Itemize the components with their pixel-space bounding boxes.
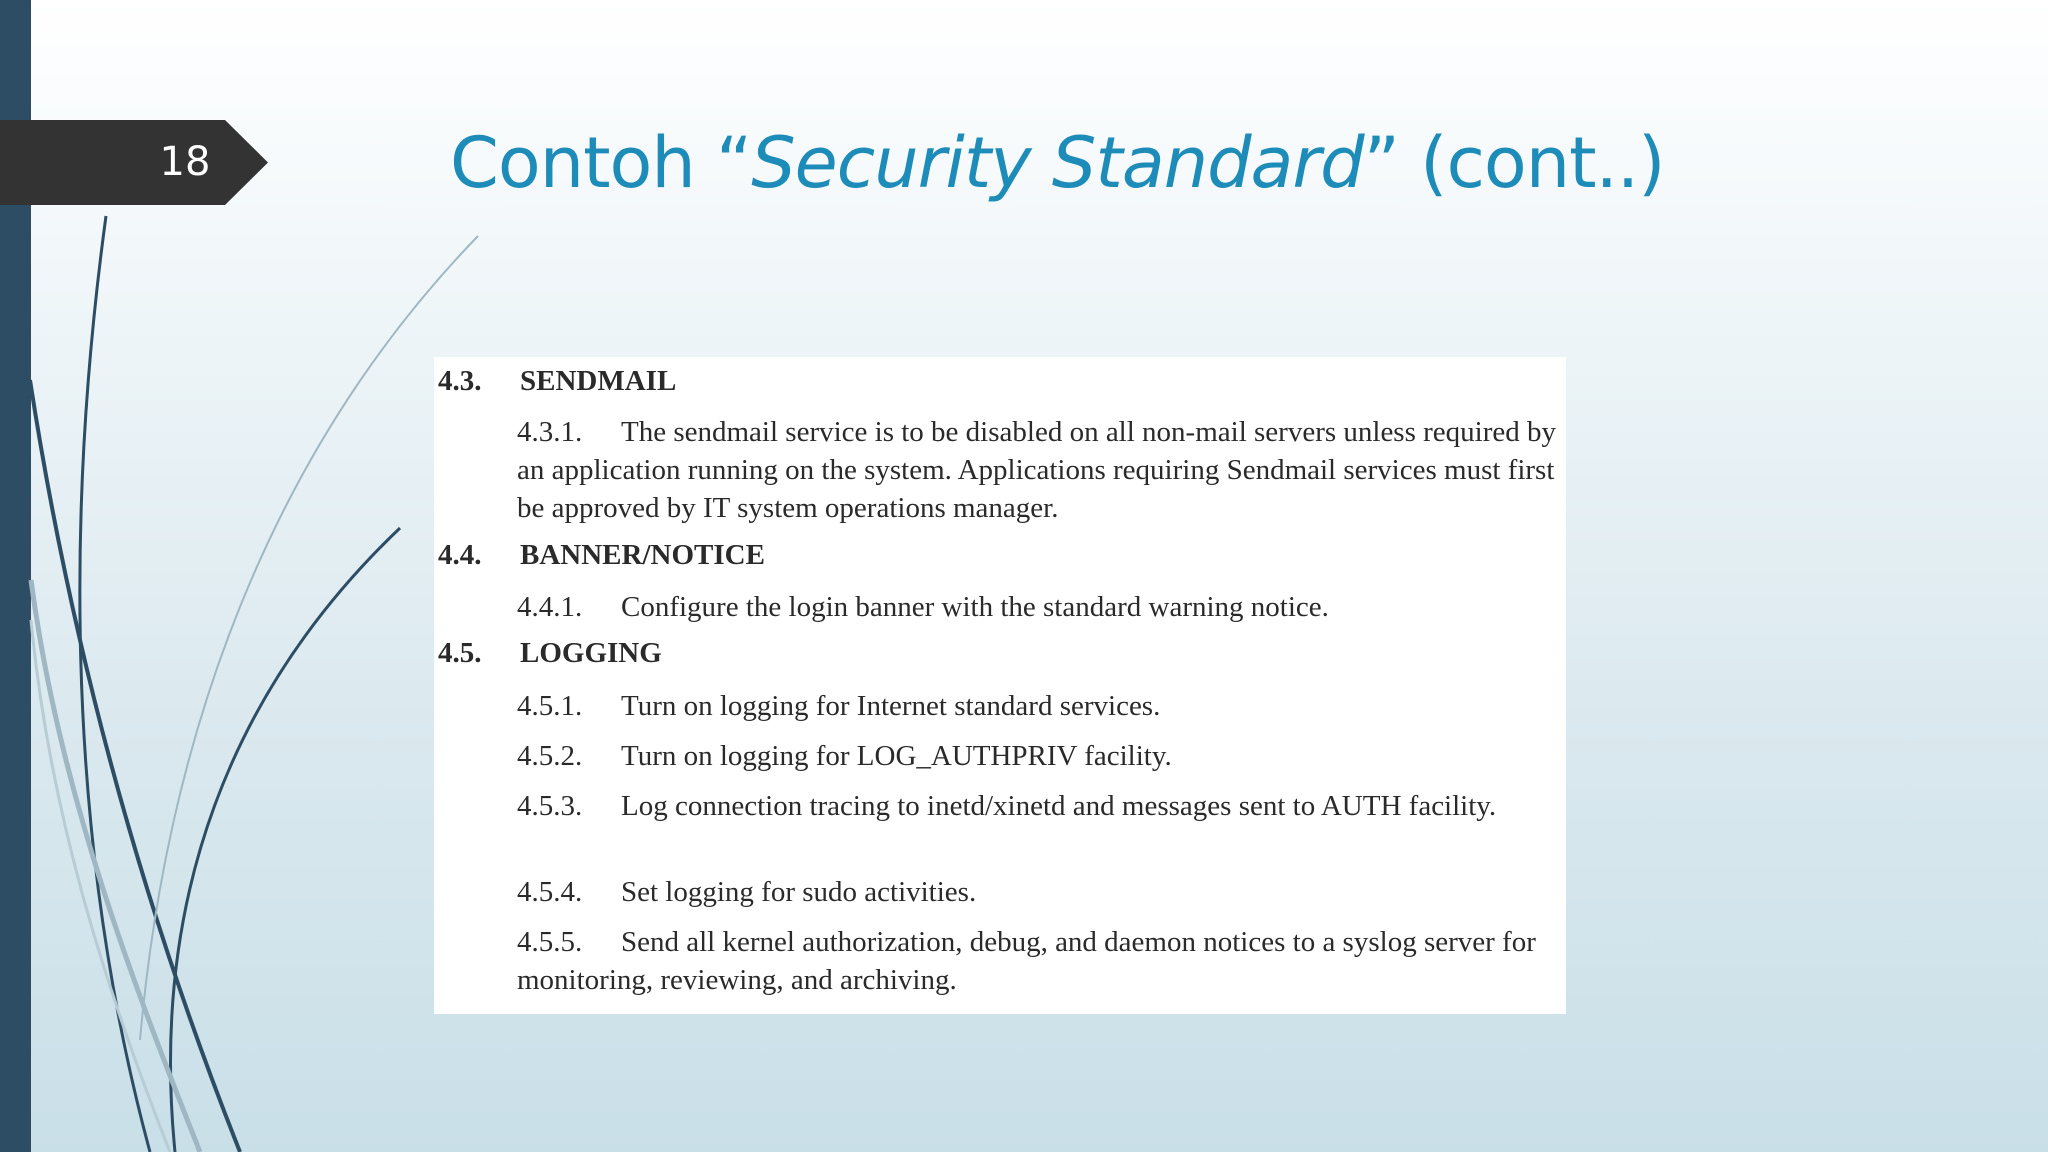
section-number: 4.3. [438,365,482,397]
item-number: 4.3.1. [517,416,583,448]
item-number: 4.5.3. [517,790,583,822]
title-italic: Security Standard [751,122,1364,204]
document-excerpt-image [434,357,1566,1014]
section-item [517,687,1562,725]
slide-title [450,108,1950,218]
item-text: Log connection tracing to inetd/xinetd and messages sent to AUTH facility. [621,790,1497,822]
item-text: Turn on logging for LOG_AUTHPRIV facility. [621,740,1172,772]
section-item [517,787,1562,825]
section-heading [438,365,676,398]
item-text: Configure the login banner with the standard warning notice. [621,591,1329,623]
slide-number: 18 [159,139,211,185]
section-heading [438,637,662,670]
section-number: 4.4. [438,539,482,571]
title-prefix: Contoh “ [450,122,752,204]
item-number: 4.4.1. [517,591,583,623]
section-heading [438,539,765,572]
item-number: 4.5.2. [517,740,583,772]
item-number: 4.5.5. [517,926,583,958]
item-text: Set logging for sudo activities. [621,876,977,908]
section-title: LOGGING [520,637,662,669]
item-text: Turn on logging for Internet standard services. [621,690,1161,722]
section-title: BANNER/NOTICE [520,539,765,571]
item-text: Send all kernel authorization, debug, and daemon notices to a syslog server for monitoring, reviewing, and archiving. [517,926,1536,996]
section-item [517,923,1562,999]
title-suffix: ” (cont..) [1363,122,1665,204]
item-number: 4.5.4. [517,876,583,908]
item-text: The sendmail service is to be disabled on all non-mail servers unless required by an application running on the system. Applications requiring Sendmail services must first be approved by IT system operations manager. [517,416,1556,524]
section-number: 4.5. [438,637,482,669]
section-item [517,588,1562,626]
section-item [517,737,1562,775]
slide-number-tab [0,120,268,205]
section-item [517,413,1562,527]
item-number: 4.5.1. [517,690,583,722]
section-item [517,873,1562,911]
section-title: SENDMAIL [520,365,677,397]
